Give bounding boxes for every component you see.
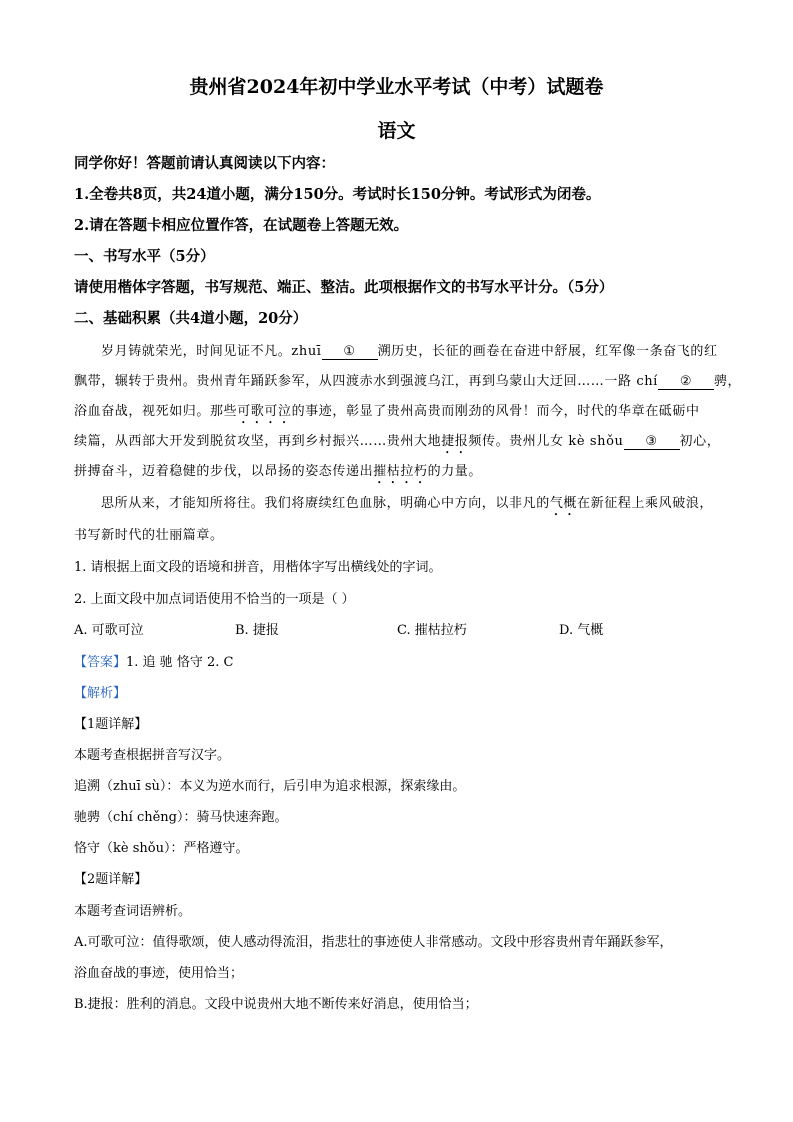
- question-2: 2. 上面文段中加点词语使用不恰当的一项是（ ）: [74, 592, 355, 607]
- dotted-word-jiebao: 捷报: [441, 434, 469, 449]
- option-d: D. 气概: [559, 623, 604, 638]
- dotted-word-qigai: 气概: [549, 496, 578, 511]
- detail-1-line: 驰骋（chí chěng）：骑马快速奔跑。: [74, 810, 288, 825]
- intro-greeting: 同学你好！答题前请认真阅读以下内容：: [74, 155, 335, 172]
- answer-line: [74, 651, 233, 670]
- blank-3: ③: [624, 434, 680, 450]
- detail-1-line: 恪守（kè shǒu）：严格遵守。: [74, 841, 249, 856]
- option-a: A. 可歌可泣: [74, 623, 144, 638]
- section-2-heading: 二、基础积累（共4道小题，20分）: [74, 310, 308, 327]
- detail-2-line: 本题考查词语辨析。: [74, 904, 192, 919]
- passage-line-5: 拼搏奋斗，迈着稳健的步伐，以昂扬的姿态传递出摧枯拉朽的力量。: [74, 464, 483, 479]
- passage-line-4: 续篇，从西部大开发到脱贫攻坚，再到乡村振兴……贵州大地捷报频传。贵州儿女 kè shǒu ③ 初心，: [74, 434, 721, 449]
- detail-1-line: 追溯（zhuī sù）：本义为逆水而行，后引申为追求根源，探索缘由。: [74, 779, 466, 794]
- answer-tag: 【答案】: [74, 655, 127, 670]
- answer-text: 1. 追 驰 恪守 2. C: [126, 655, 234, 670]
- analysis-tag: 【解析】: [74, 686, 127, 701]
- detail-1-line: 本题考查根据拼音写汉字。: [74, 748, 231, 763]
- passage-line-7: 书写新时代的壮丽篇章。: [74, 528, 224, 543]
- dotted-word-cuikulaxiu: 摧枯拉朽: [373, 464, 428, 479]
- detail-1-tag: 【1题详解】: [74, 717, 148, 732]
- question-2-options: [74, 619, 734, 639]
- section-1-text: 请使用楷体字答题，书写规范、端正、整洁。此项根据作文的书写水平计分。（5分）: [74, 279, 614, 296]
- option-b: B. 捷报: [235, 623, 279, 638]
- passage-line-6: 思所从来，才能知所将往。我们将赓续红色血脉，明确心中方向，以非凡的气概在新征程上乘风破浪，: [101, 496, 714, 511]
- option-c: C. 摧枯拉朽: [397, 623, 467, 638]
- intro-rule-2: 2.请在答题卡相应位置作答，在试题卷上答题无效。: [74, 217, 409, 234]
- detail-2-line: 浴血奋战的事迹，使用恰当；: [74, 966, 244, 981]
- detail-2-tag: 【2题详解】: [74, 872, 148, 887]
- detail-2-line: B.捷报：胜利的消息。文段中说贵州大地不断传来好消息，使用恰当；: [74, 997, 478, 1012]
- dotted-word-kegekeqi: 可歌可泣: [237, 404, 292, 419]
- detail-2-line: A.可歌可泣：值得歌颂，使人感动得流泪，指悲壮的事迹使人非常感动。文段中形容贵州青年踊跃参军，: [74, 935, 673, 950]
- subject-title: 语文: [377, 120, 416, 142]
- blank-1: ①: [322, 344, 378, 360]
- passage-line-3: 浴血奋战，视死如归。那些可歌可泣的事迹，彰显了贵州高贵而刚劲的风骨！而今，时代的华章在砥砺中: [74, 404, 700, 419]
- section-1-heading: 一、书写水平（5分）: [74, 248, 215, 265]
- page-title: 贵州省2024年初中学业水平考试（中考）试题卷: [189, 76, 604, 98]
- passage-line-2: 飘带，辗转于贵州。贵州青年踊跃参军，从四渡赤水到强渡乌江，再到乌蒙山大迂回……一路 chí ② 骋，: [74, 374, 742, 389]
- blank-2: ②: [658, 374, 714, 390]
- intro-rule-1: 1.全卷共8页，共24道小题，满分150分。考试时长150分钟。考试形式为闭卷。: [74, 186, 601, 203]
- question-1: 1. 请根据上面文段的语境和拼音，用楷体字写出横线处的字词。: [74, 560, 442, 575]
- passage-line-1: 岁月铸就荣光，时间见证不凡。zhuī ① 溯历史，长征的画卷在奋进中舒展，红军像一条奋飞的红: [101, 344, 718, 359]
